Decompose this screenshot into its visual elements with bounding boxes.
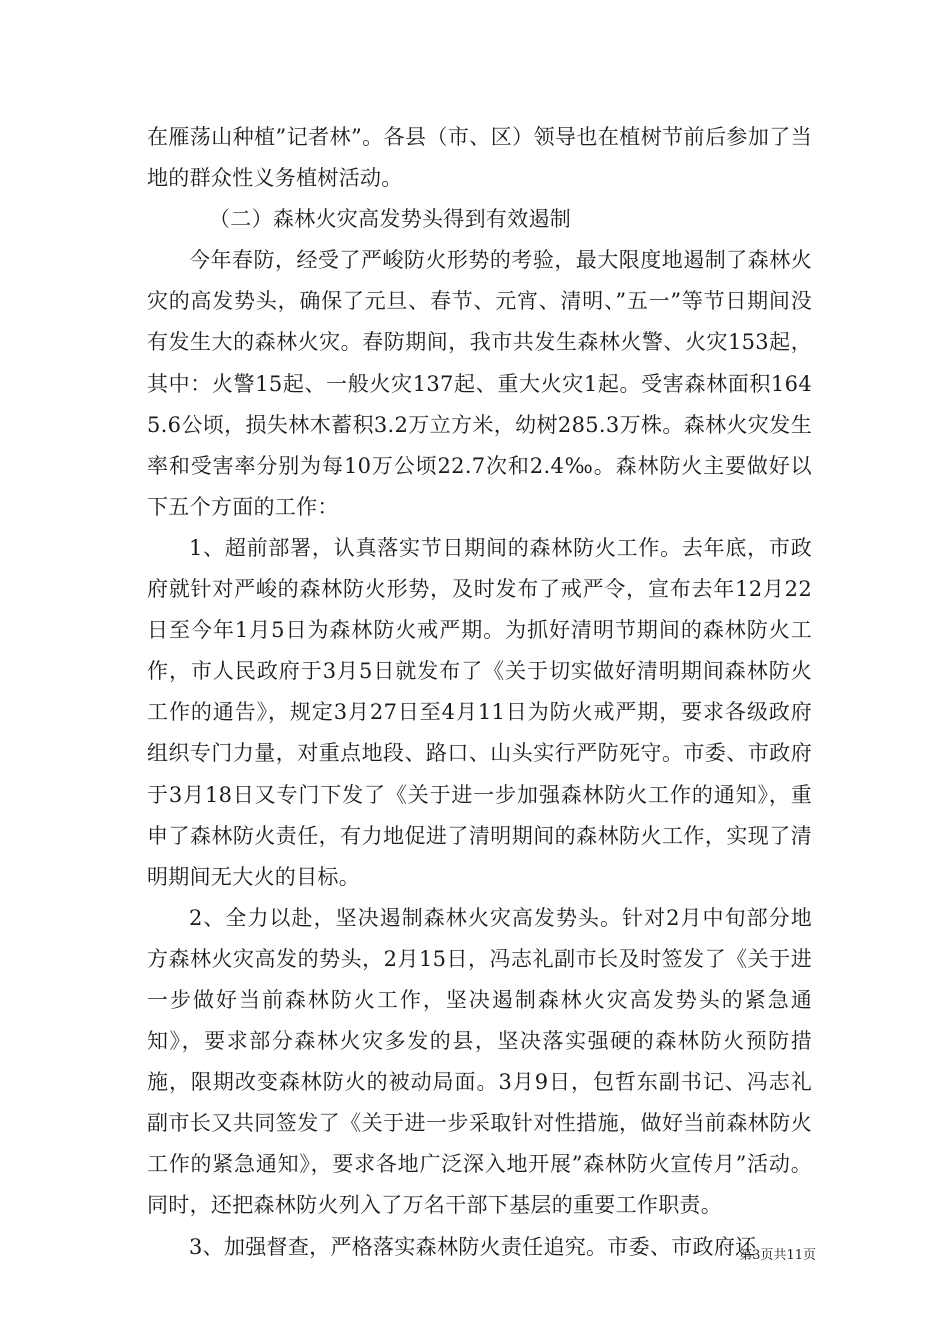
- paragraph-item-3-supervision: 3、加强督查，严格落实森林防火责任追究。市委、市政府还: [189, 1234, 757, 1259]
- document-body: [147, 117, 812, 1268]
- paragraph-item-1-holiday-fire-prevention: 1、超前部署，认真落实节日期间的森林防火工作。去年底，市政府就针对严峻的森林防火形势，及时发布了戒严令，宣布去年12月22日至今年1月5日为森林防火戒严期。为抓好清明节期间的森林防火工作，市人民政府于3月5日就发布了《关于切实做好清明期间森林防火工作的通告》，规定3月27日至4月11日为防火戒严期，要求各级政府组织专门力量，对重点地段、路口、山头实行严防死守。市委、市政府于3月18日又专门下发了《关于进一步加强森林防火工作的通知》，重申了森林防火责任，有力地促进了清明期间的森林防火工作，实现了清明期间无大火的目标。: [147, 535, 812, 889]
- paragraph-spring-fire-summary: 今年春防，经受了严峻防火形势的考验，最大限度地遏制了森林火灾的高发势头，确保了元旦、春节、元宵、清明、”五一”等节日期间没有发生大的森林火灾。春防期间，我市共发生森林火警、火灾153起，其中：火警15起、一般火灾137起、重大火灾1起。受害森林面积1645.6公顷，损失林木蓄积3.2万立方米，幼树285.3万株。森林火灾发生率和受害率分别为每10万公顷22.7次和2.4‰。森林防火主要做好以下五个方面的工作：: [147, 248, 812, 519]
- paragraph-item-2-curb-fires: 2、全力以赴，坚决遏制森林火灾高发势头。针对2月中旬部分地方森林火灾高发的势头，2月15日，冯志礼副市长及时签发了《关于进一步做好当前森林防火工作，坚决遏制森林火灾高发势头的紧急通知》，要求部分森林火灾多发的县，坚决落实强硬的森林防火预防措施，限期改变森林防火的被动局面。3月9日，包哲东副书记、冯志礼副市长又共同签发了《关于进一步采取针对性措施，做好当前森林防火工作的紧急通知》，要求各地广泛深入地开展”森林防火宣传月”活动。同时，还把森林防火列入了万名干部下基层的重要工作职责。: [147, 905, 812, 1218]
- section-heading-forest-fire: （二）森林火灾高发势头得到有效遏制: [209, 207, 572, 232]
- page-number-footer: 第3页共11页: [739, 1248, 816, 1263]
- paragraph-tree-planting-end: 在雁荡山种植”记者林”。各县（市、区）领导也在植树节前后参加了当地的群众性义务植树活动。: [147, 125, 812, 191]
